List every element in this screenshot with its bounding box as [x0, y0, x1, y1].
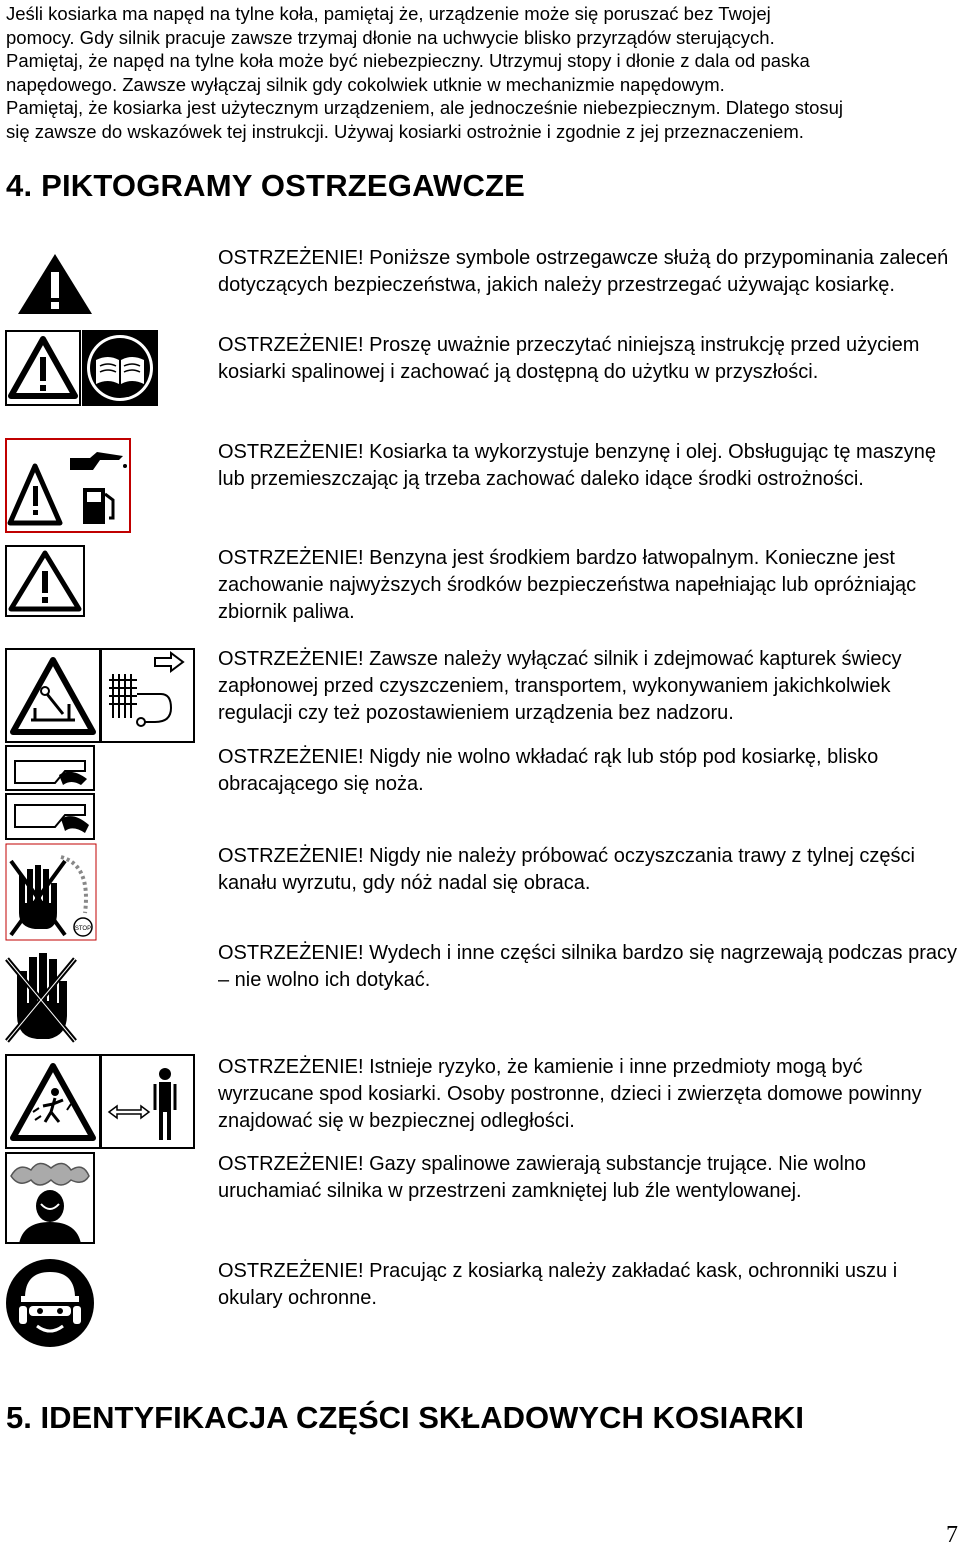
warning-text: OSTRZEŻENIE! Gazy spalinowe zawierają substancje trujące. Nie wolno uruchamiać silnika w przestrzeni zamkniętej lub źle wentylowanej. [218, 1153, 867, 1202]
warning-text: OSTRZEŻENIE! Kosiarka ta wykorzystuje benzynę i olej. Obsługując tę maszynę lub przemieszczając ją trzeba zachować daleko idące środki ostrożności. [218, 441, 937, 490]
intro-line: się zawsze do wskazówek tej instrukcji. Używaj kosiarki ostrożnie i zgodnie z jej przeznaczeniem. [6, 120, 804, 142]
page-number: 7 [946, 1522, 958, 1548]
intro-line: Pamiętaj, że napęd na tylne koła może być niebezpieczny. Utrzymuj stopy i dłonie z dala od paska [6, 50, 810, 72]
warning-triangle-icon [16, 252, 94, 316]
toxic-fumes-icon [5, 1152, 95, 1244]
read-manual-icon [82, 330, 158, 406]
intro-line: napędowego. Zawsze wyłączaj silnik gdy cokolwiek utknie w mechanizmie napędowym. [6, 73, 725, 95]
hot-surface-icon [5, 945, 77, 1045]
maintenance-warning-icon [5, 648, 195, 743]
warning-text: OSTRZEŻENIE! Proszę uważnie przeczytać niniejszą instrukcję przed użyciem kosiarki spalinowej i zachować ją dostępną do użytku w przyszłości. [218, 334, 920, 383]
flammable-warning-icon [5, 545, 85, 617]
warning-text: OSTRZEŻENIE! Istnieje ryzyko, że kamienie i inne przedmioty mogą być wyrzucane spod kosiarki. Osoby postronne, dzieci i zwierzęta domowe powinny znajdować się w bezpiecznej odległości. [218, 1056, 922, 1132]
intro-line: pomocy. Gdy silnik pracuje zawsze trzymaj dłonie na uchwycie blisko przyrządów sterujących. [6, 26, 775, 48]
intro-paragraph [6, 2, 956, 144]
warning-text: OSTRZEŻENIE! Nigdy nie wolno wkładać rąk lub stóp pod kosiarkę, blisko obracającego się noża. [218, 746, 879, 795]
warning-text: OSTRZEŻENIE! Pracując z kosiarką należy zakładać kask, ochronniki uszu i okulary ochronne. [218, 1260, 898, 1309]
section-5-heading: 5. IDENTYFIKACJA CZĘŚCI SKŁADOWYCH KOSIARKI [6, 1400, 805, 1435]
rotating-blade-icon [5, 843, 97, 941]
intro-line: Jeśli kosiarka ma napęd na tylne koła, pamiętaj że, urządzenie może się poruszać bez Twojej [6, 3, 771, 24]
section-4-heading: 4. PIKTOGRAMY OSTRZEGAWCZE [6, 168, 526, 203]
blade-hazard-icon [5, 745, 95, 840]
warning-text: OSTRZEŻENIE! Zawsze należy wyłączać silnik i zdejmować kapturek świecy zapłonowej przed czyszczeniem, transportem, wykonywaniem jakichkolwiek regulacji czy też pozostawieniem urządzenia bez nadzoru. [218, 648, 902, 724]
warning-sign-icon [5, 330, 81, 406]
thrown-objects-icon [5, 1054, 195, 1149]
warning-text: OSTRZEŻENIE! Poniższe symbole ostrzegawcze służą do przypominania zaleceń dotyczących bezpieczeństwa, jakich należy przestrzegać używając kosiarkę. [218, 247, 949, 296]
warning-text: OSTRZEŻENIE! Wydech i inne części silnika bardzo się nagrzewają podczas pracy – nie wolno ich dotykać. [218, 942, 958, 991]
warning-text: OSTRZEŻENIE! Benzyna jest środkiem bardzo łatwopalnym. Konieczne jest zachowanie najwyższych środków bezpieczeństwa napełniając lub opróżniając zbiornik paliwa. [218, 547, 917, 623]
warning-text: OSTRZEŻENIE! Nigdy nie należy próbować oczyszczania trawy z tylnej części kanału wyrzutu, gdy nóż nadal się obraca. [218, 845, 915, 894]
intro-line: Pamiętaj, że kosiarka jest użytecznym urządzeniem, ale jednocześnie niebezpiecznym. Dlatego stosuj [6, 97, 844, 119]
ppe-helmet-icon [5, 1258, 95, 1348]
oil-fuel-warning-icon [5, 438, 131, 533]
stop-label: STOP [74, 926, 92, 932]
